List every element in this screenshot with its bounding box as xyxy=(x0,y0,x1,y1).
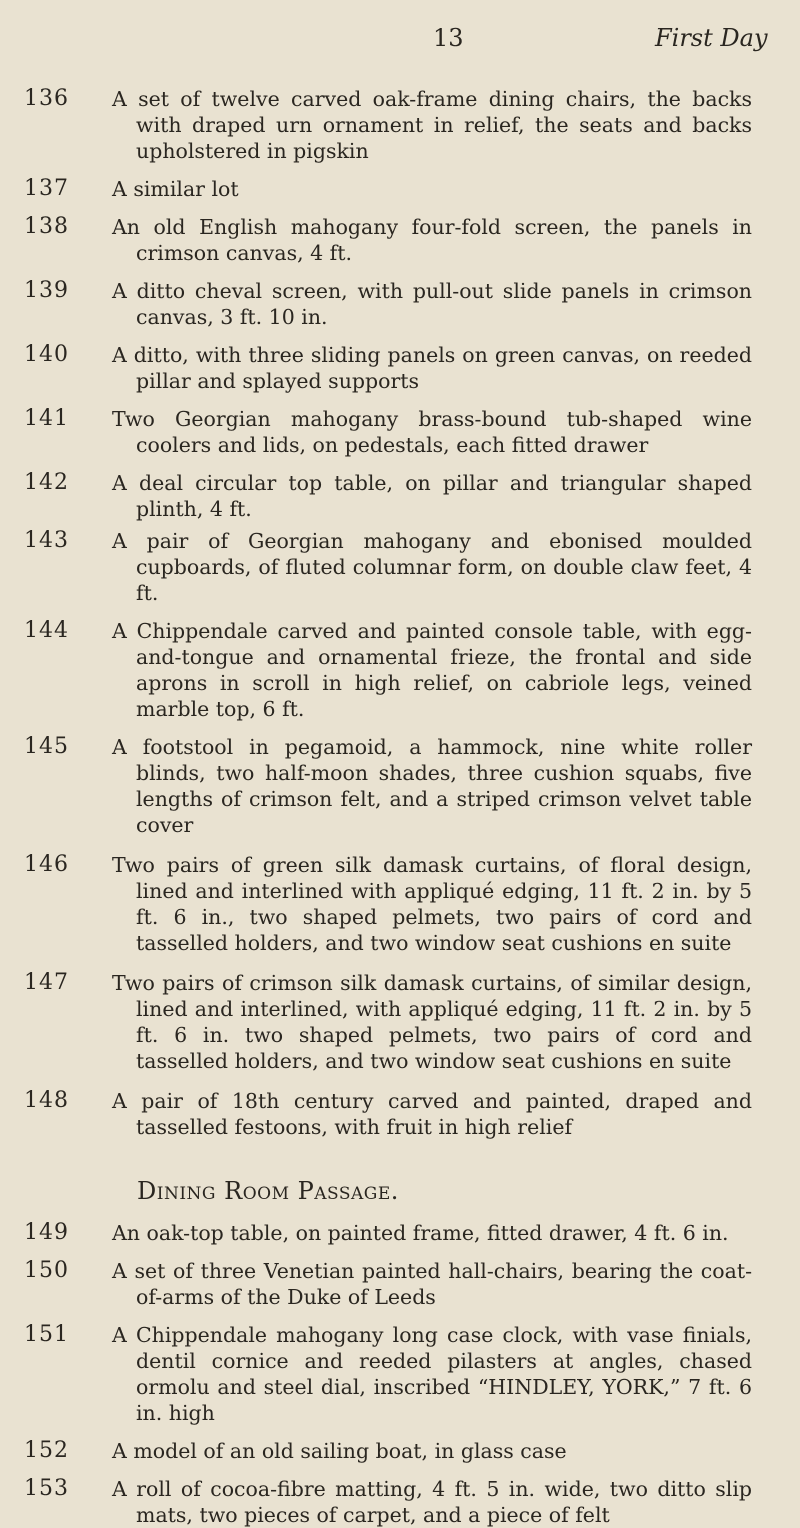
lot-number: 152 xyxy=(24,1438,69,1463)
lot-number: 137 xyxy=(24,176,69,201)
lot-description: A Chippendale carved and painted console table, with egg-and-tongue and ornamental frieze, the frontal and side aprons in scroll in high relief, on cabriole legs, veined marble top, 6 ft. xyxy=(112,619,752,721)
lot-description: A similar lot xyxy=(112,177,239,201)
lot-number: 141 xyxy=(24,406,69,431)
lot-140 xyxy=(0,342,800,394)
lot-152 xyxy=(0,1438,800,1464)
lot-description: A pair of 18th century carved and painted, draped and tasselled festoons, with fruit in high relief xyxy=(112,1089,752,1139)
lot-153 xyxy=(0,1476,800,1528)
lot-number: 140 xyxy=(24,342,69,367)
lot-description: A pair of Georgian mahogany and ebonised moulded cupboards, of fluted columnar form, on double claw feet, 4 ft. xyxy=(112,529,752,605)
lot-number: 144 xyxy=(24,618,69,643)
lot-number: 139 xyxy=(24,278,69,303)
lot-description: A deal circular top table, on pillar and triangular shaped plinth, 4 ft. xyxy=(112,471,752,521)
section-heading-text: Dining Room Passage. xyxy=(137,1177,399,1205)
lot-description: A set of twelve carved oak-frame dining chairs, the backs with draped urn ornament in relief, the seats and backs upholstered in pigskin xyxy=(112,87,752,163)
lot-description: Two pairs of green silk damask curtains, of floral design, lined and interlined with appliqué edging, 11 ft. 2 in. by 5 ft. 6 in., two shaped pelmets, two pairs of cord and tasselled holders, and two window seat cushions en suite xyxy=(112,853,752,955)
lot-description: A model of an old sailing boat, in glass case xyxy=(112,1439,567,1463)
lot-138 xyxy=(0,214,800,266)
lot-number: 143 xyxy=(24,528,69,553)
lot-145 xyxy=(0,734,800,838)
lot-142 xyxy=(0,470,800,522)
lot-description: A roll of cocoa-fibre matting, 4 ft. 5 in. wide, two ditto slip mats, two pieces of carpet, and a piece of felt xyxy=(112,1477,752,1527)
lot-148 xyxy=(0,1088,800,1140)
lot-number: 136 xyxy=(24,86,69,111)
lot-147 xyxy=(0,970,800,1074)
lot-number: 146 xyxy=(24,852,69,877)
lot-150 xyxy=(0,1258,800,1310)
lot-number: 151 xyxy=(24,1322,69,1347)
lot-description: An old English mahogany four-fold screen, the panels in crimson canvas, 4 ft. xyxy=(112,215,752,265)
lot-number: 148 xyxy=(24,1088,69,1113)
lot-144 xyxy=(0,618,800,722)
lot-151 xyxy=(0,1322,800,1426)
lot-description: A Chippendale mahogany long case clock, with vase finials, dentil cornice and reeded pilasters at angles, chased ormolu and steel dial, inscribed “HINDLEY, YORK,” 7 ft. 6 in. high xyxy=(112,1323,752,1425)
page-header xyxy=(0,18,800,58)
lot-number: 147 xyxy=(24,970,69,995)
lot-137 xyxy=(0,176,800,202)
lot-description: Two pairs of crimson silk damask curtains, of similar design, lined and interlined, with appliqué edging, 11 ft. 2 in. by 5 ft. 6 in. two shaped pelmets, two pairs of cord and tasselled holders, and two window seat cushions en suite xyxy=(112,971,752,1073)
lot-139 xyxy=(0,278,800,330)
lot-143 xyxy=(0,528,800,606)
lot-list xyxy=(0,86,800,1528)
lot-number: 145 xyxy=(24,734,69,759)
lot-number: 149 xyxy=(24,1220,69,1245)
lot-number: 153 xyxy=(24,1476,69,1501)
page-number: 13 xyxy=(433,24,464,52)
lot-number: 150 xyxy=(24,1258,69,1283)
lot-136 xyxy=(0,86,800,164)
lot-141 xyxy=(0,406,800,458)
lot-description: A ditto, with three sliding panels on green canvas, on reeded pillar and splayed supports xyxy=(112,343,752,393)
lot-146 xyxy=(0,852,800,956)
lot-number: 138 xyxy=(24,214,69,239)
lot-description: A ditto cheval screen, with pull-out slide panels in crimson canvas, 3 ft. 10 in. xyxy=(112,279,752,329)
lot-description: Two Georgian mahogany brass-bound tub-shaped wine coolers and lids, on pedestals, each fitted drawer xyxy=(112,407,752,457)
lot-149 xyxy=(0,1220,800,1246)
sale-day-title: First Day xyxy=(655,24,768,52)
lot-description: A set of three Venetian painted hall-chairs, bearing the coat-of-arms of the Duke of Leeds xyxy=(112,1259,752,1309)
lot-description: An oak-top table, on painted frame, fitted drawer, 4 ft. 6 in. xyxy=(112,1221,729,1245)
section-heading xyxy=(0,1176,800,1206)
lot-description: A footstool in pegamoid, a hammock, nine white roller blinds, two half-moon shades, three cushion squabs, five lengths of crimson felt, and a striped crimson velvet table cover xyxy=(112,735,752,837)
lot-number: 142 xyxy=(24,470,69,495)
